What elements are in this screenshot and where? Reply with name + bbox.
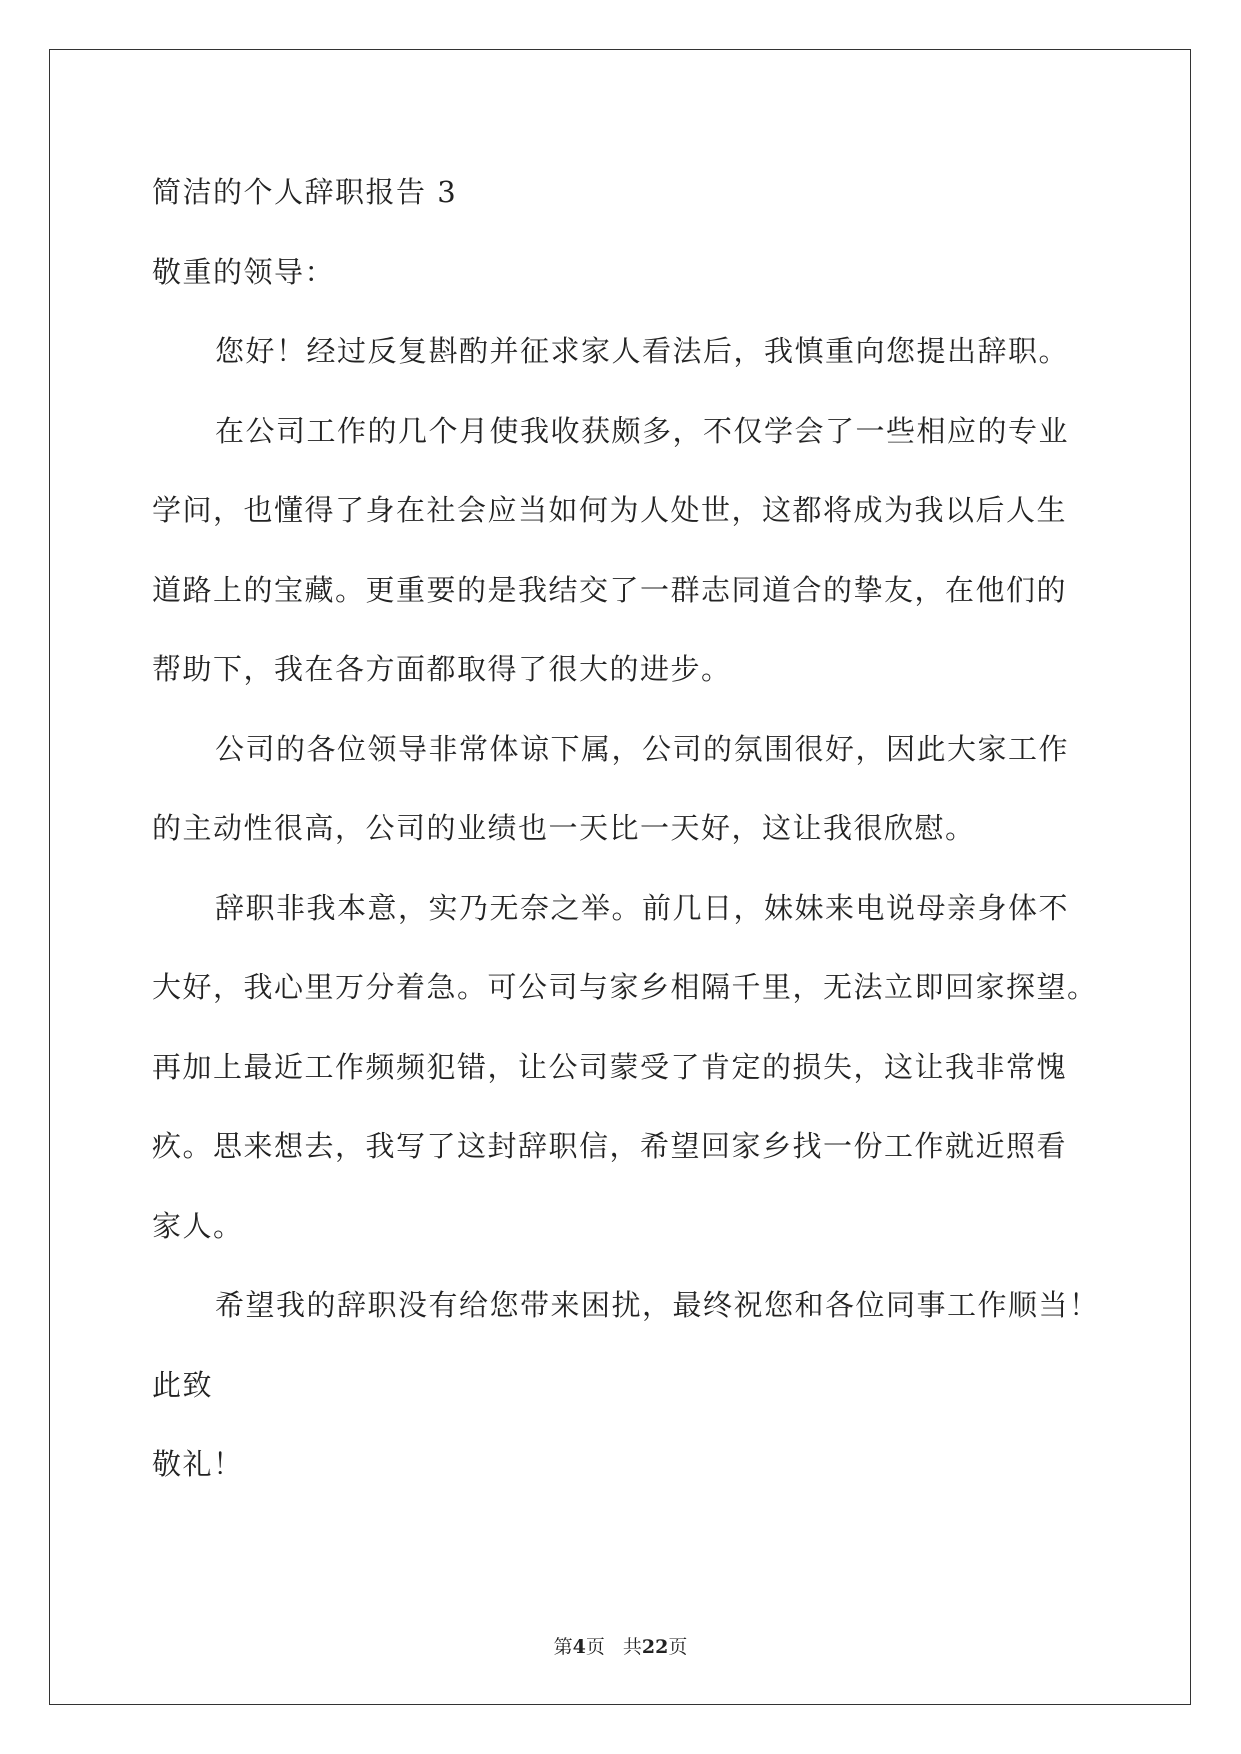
body-line: 大好，我心里万分着急。可公司与家乡相隔千里，无法立即回家探望。 [152, 970, 1098, 1004]
body-line: 家人。 [152, 1209, 244, 1243]
closing-jing-li: 敬礼！ [152, 1447, 244, 1481]
body-line: 您好！经过反复斟酌并征求家人看法后，我慎重向您提出辞职。 [215, 334, 1070, 368]
body-line: 在公司工作的几个月使我收获颇多，不仅学会了一些相应的专业 [215, 414, 1070, 448]
salutation: 敬重的领导： [152, 255, 336, 289]
page-footer [0, 1635, 1241, 1659]
page-current: 4 [572, 1636, 586, 1658]
body-line: 的主动性很高，公司的业绩也一天比一天好，这让我很欣慰。 [152, 811, 976, 845]
total-pages: 22 [641, 1636, 669, 1658]
body-line: 道路上的宝藏。更重要的是我结交了一群志同道合的挚友，在他们的 [152, 573, 1068, 607]
total-prefix: 共 [622, 1636, 642, 1658]
body-line: 疚。思来想去，我写了这封辞职信，希望回家乡找一份工作就近照看 [152, 1129, 1068, 1163]
body-line: 帮助下，我在各方面都取得了很大的进步。 [152, 652, 732, 686]
document-title: 简洁的个人辞职报告 3 [152, 175, 458, 209]
body-line: 学问，也懂得了身在社会应当如何为人处世，这都将成为我以后人生 [152, 493, 1068, 527]
page-prefix: 第 [553, 1636, 573, 1658]
body-line: 辞职非我本意，实乃无奈之举。前几日，妹妹来电说母亲身体不 [215, 891, 1070, 925]
closing-ci-zhi: 此致 [152, 1368, 214, 1402]
body-line: 公司的各位领导非常体谅下属，公司的氛围很好，因此大家工作 [215, 732, 1070, 766]
total-suffix: 页 [668, 1636, 688, 1658]
page-suffix: 页 [585, 1636, 605, 1658]
body-line: 希望我的辞职没有给您带来困扰，最终祝您和各位同事工作顺当！ [215, 1288, 1100, 1322]
body-line: 再加上最近工作频频犯错，让公司蒙受了肯定的损失，这让我非常愧 [152, 1050, 1068, 1084]
